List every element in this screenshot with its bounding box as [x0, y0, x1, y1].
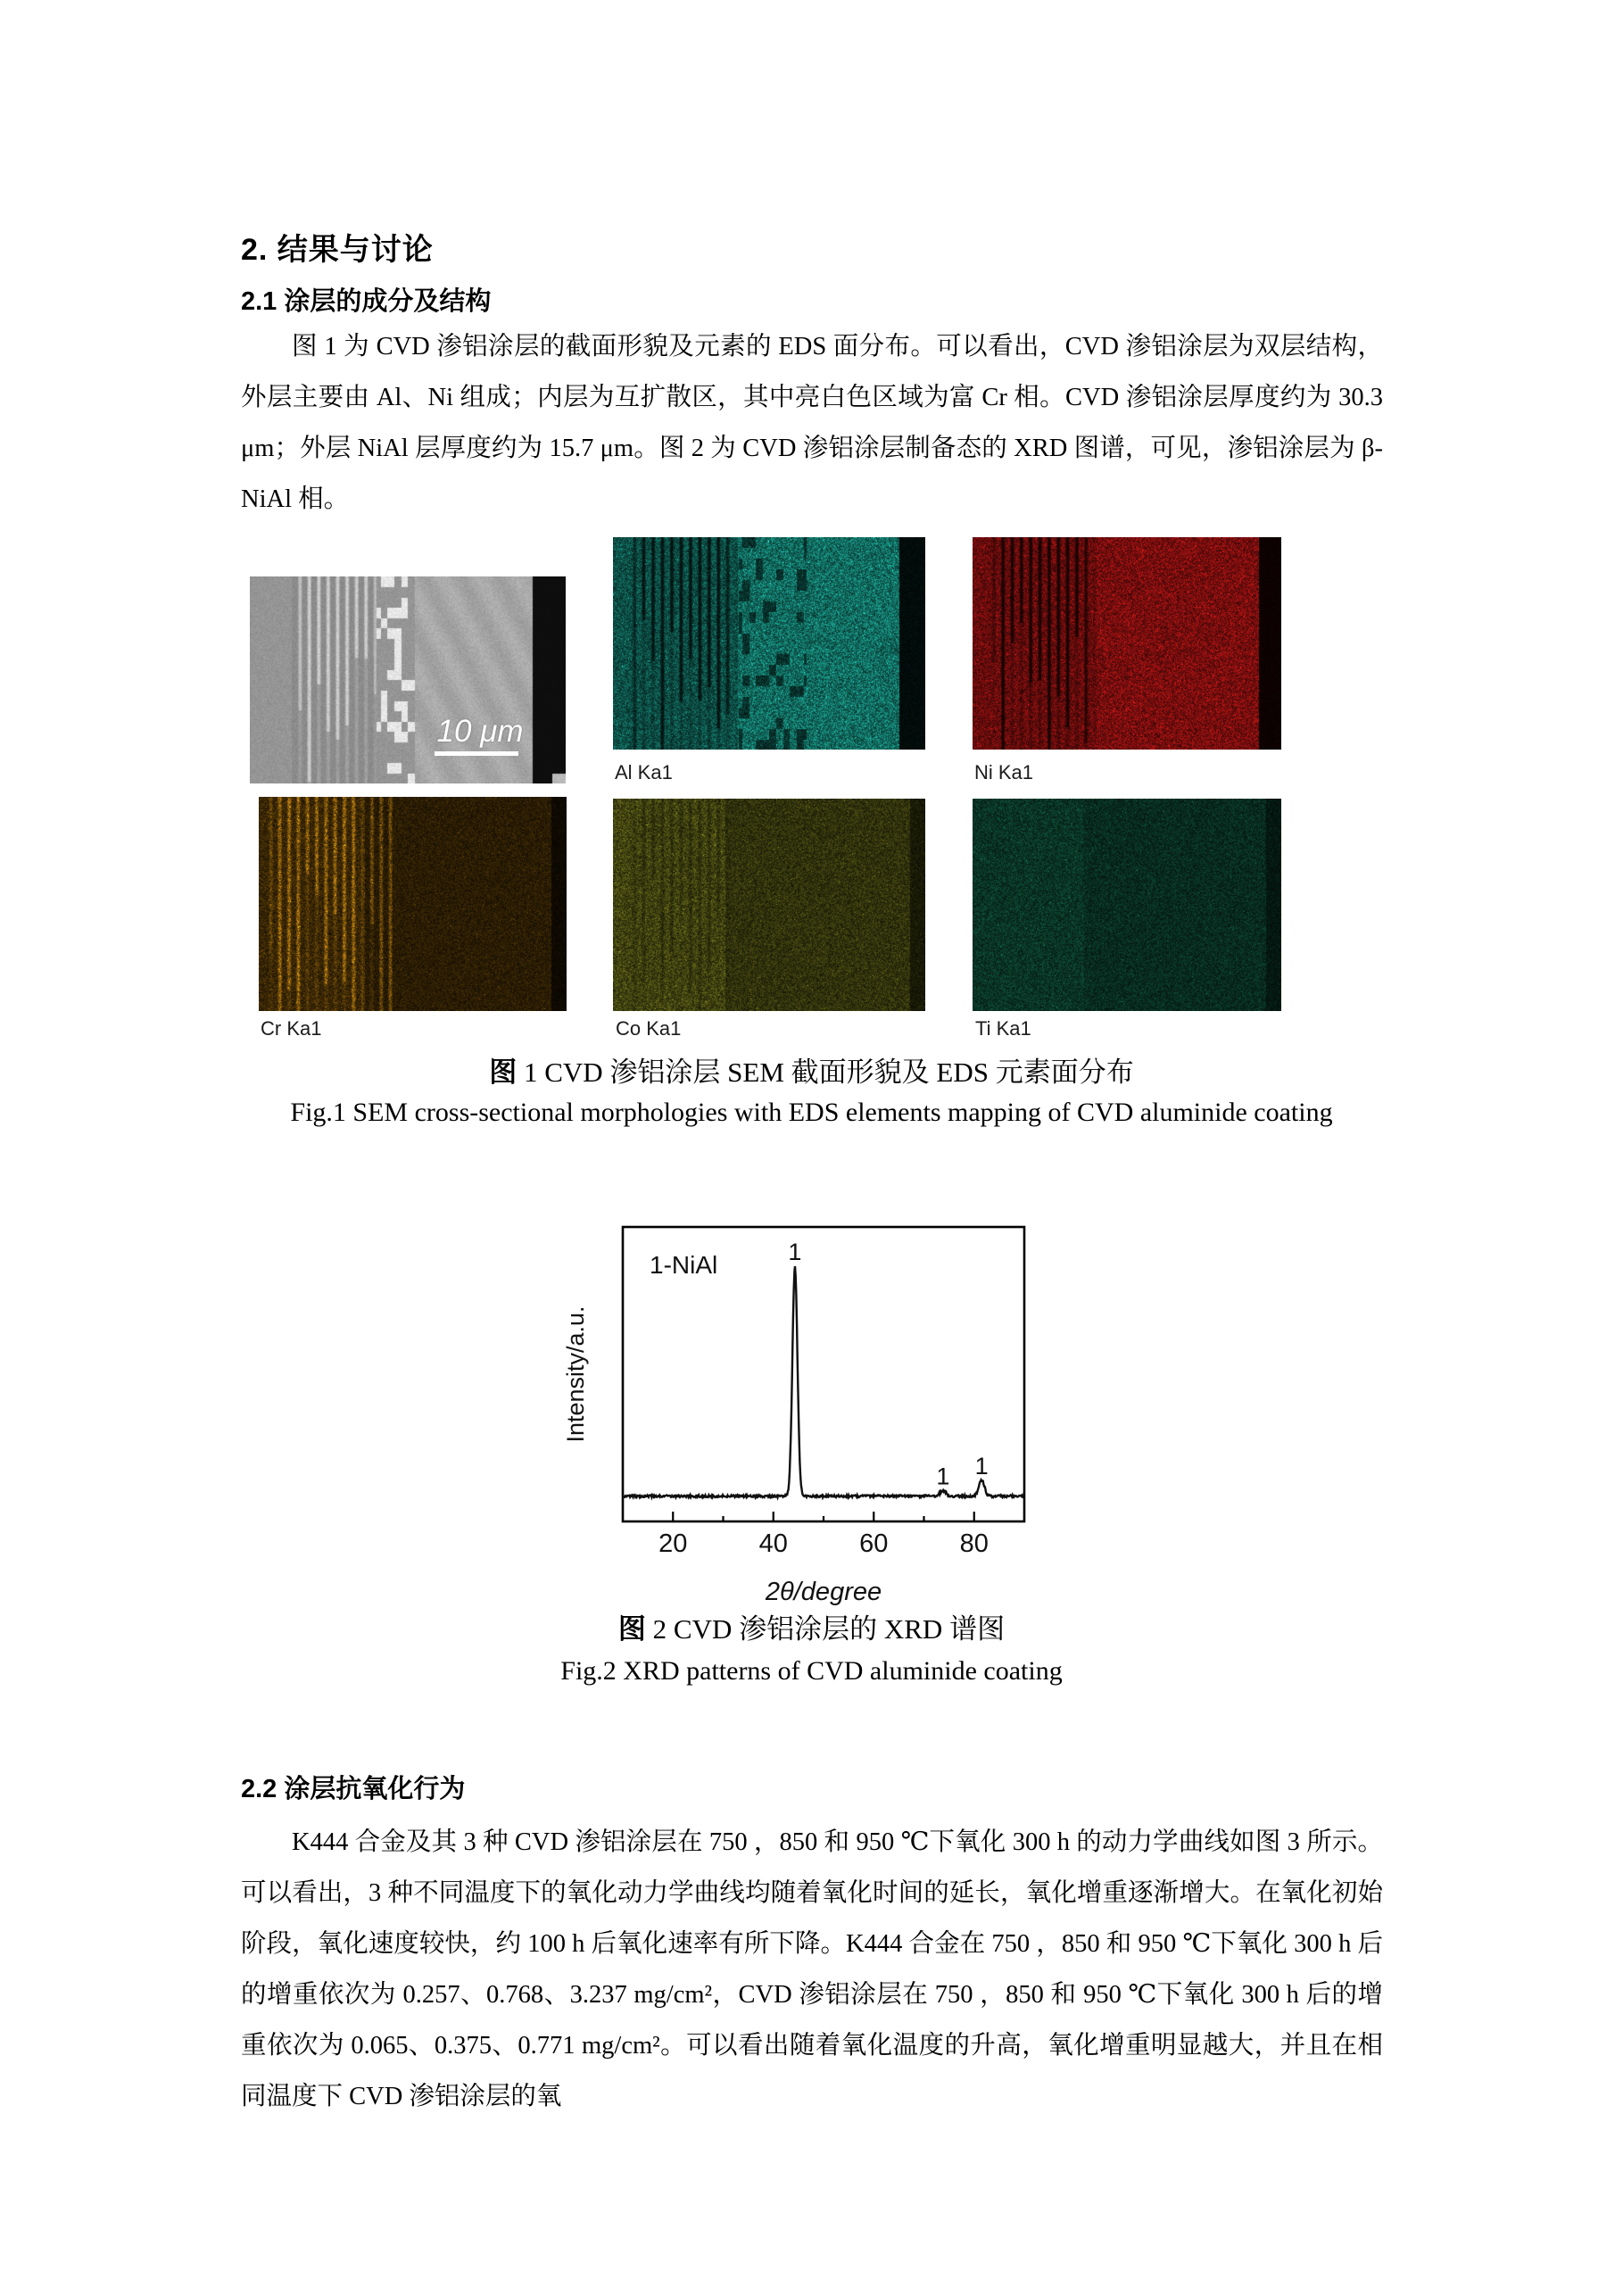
eds-map-cr-image: [259, 797, 567, 1011]
scale-bar-label: 10 μm: [436, 714, 524, 749]
x-tick-label: 80: [959, 1529, 989, 1558]
x-axis-label: 2θ/degree: [765, 1578, 882, 1606]
figure1-caption-zh: [0, 1049, 1623, 1090]
x-tick-label: 20: [658, 1529, 688, 1558]
subsection-heading-2-2: 2.2 涂层抗氧化行为: [241, 1775, 466, 1803]
y-axis-label: Intensity/a.u.: [562, 1305, 589, 1443]
eds-map-co-image: [613, 799, 925, 1011]
x-tick-label: 60: [859, 1529, 889, 1558]
eds-map-al-image: [613, 537, 925, 750]
scale-bar: [435, 751, 518, 756]
peak-label: 1: [788, 1239, 802, 1265]
section-heading-results: 2. 结果与讨论: [241, 233, 434, 267]
paragraph-coating-structure: 图 1 为 CVD 渗铝涂层的截面形貌及元素的 EDS 面分布。可以看出，CVD 渗铝涂层为双层结构，外层主要由 Al、Ni 组成；内层为互扩散区，其中亮白色区域为富 Cr 相。CVD 渗铝涂层厚度约为 30.3 μm；外层 NiAl 层厚度约为 15.7 μm。图 2 为 CVD 渗铝涂层制备态的 XRD 图谱，可见，渗铝涂层为 β-NiAl 相。: [241, 333, 1383, 513]
figure2-caption-zh-text: 2 CVD 渗铝涂层的 XRD 谱图: [645, 1613, 1006, 1645]
paragraph-oxidation-behavior: K444 合金及其 3 种 CVD 渗铝涂层在 750 ，850 和 950 ℃下氧化 300 h 的动力学曲线如图 3 所示。可以看出，3 种不同温度下的氧化动力学曲线均随着氧化时间的延长，氧化增重逐渐增大。在氧化初始阶段，氧化速度较快，约 100 h 后氧化速率有所下降。K444 合金在 750 ，850 和 950 ℃下氧化 300 h 后的增重依次为 0.257、0.768、3.237 mg/cm²，CVD 渗铝涂层在 750 ，850 和 950 ℃下氧化 300 h 后的增重依次为 0.065、0.375、0.771 mg/cm²。可以看出随着氧化温度的升高，氧化增重明显越大，并且在相同温度下 CVD 渗铝涂层的氧: [241, 1828, 1383, 2110]
peak-label: 1: [974, 1452, 989, 1480]
eds-map-label-cr: Cr Ka1: [261, 1017, 322, 1040]
figure2-caption-zh-bold: 图: [617, 1613, 646, 1645]
eds-map-label-co: Co Ka1: [616, 1017, 682, 1040]
figure2-caption-zh: [0, 1606, 1623, 1646]
figure1-caption-zh-text: 1 CVD 渗铝涂层 SEM 截面形貌及 EDS 元素面分布: [517, 1057, 1134, 1088]
figure2-caption-en: Fig.2 XRD patterns of CVD aluminide coating: [560, 1656, 1063, 1686]
xrd-chart: [534, 1214, 1087, 1606]
figure1-caption-en: Fig.1 SEM cross-sectional morphologies with EDS elements mapping of CVD aluminide coating: [290, 1098, 1333, 1127]
eds-map-ni-image: [973, 537, 1281, 750]
legend-label: 1-NiAl: [650, 1251, 718, 1279]
peak-label: 1: [936, 1463, 950, 1490]
eds-map-label-al: Al Ka1: [615, 761, 673, 783]
figure1-caption-zh-bold: 图: [489, 1057, 518, 1088]
eds-map-ti-image: [973, 799, 1281, 1011]
xrd-trace: [623, 1266, 1024, 1497]
x-tick-label: 40: [758, 1529, 788, 1558]
eds-map-label-ni: Ni Ka1: [974, 761, 1034, 783]
subsection-heading-2-1: 2.1 涂层的成分及结构: [241, 287, 492, 316]
eds-map-label-ti: Ti Ka1: [975, 1017, 1031, 1040]
